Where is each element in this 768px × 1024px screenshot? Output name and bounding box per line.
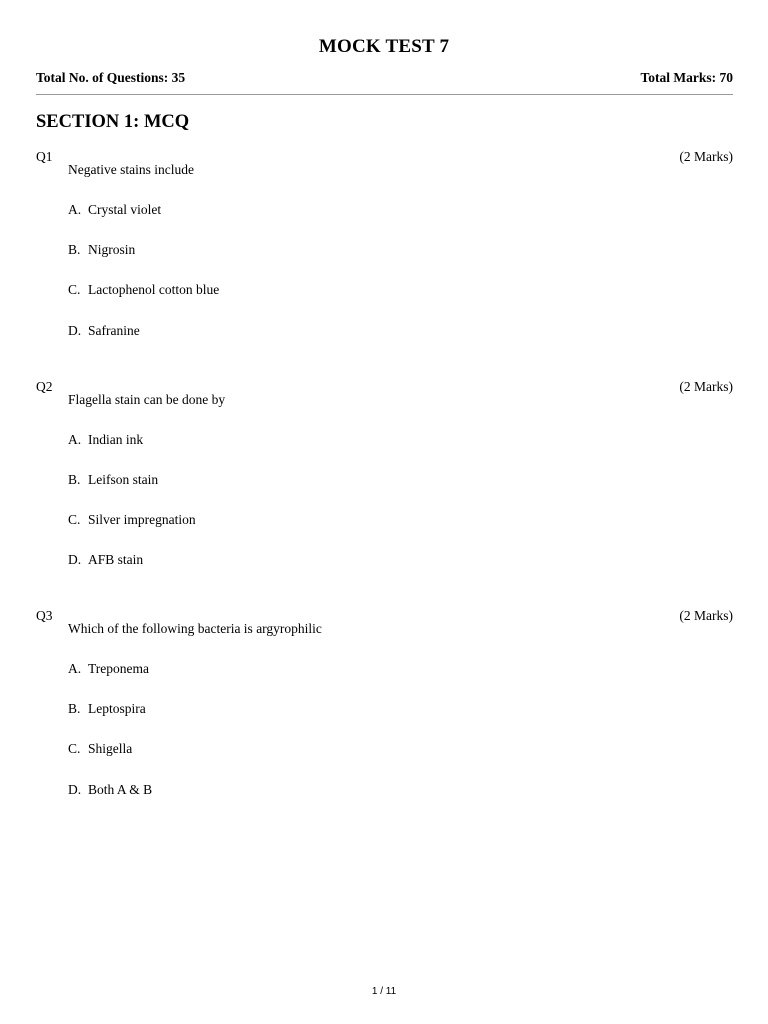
total-questions: Total No. of Questions: 35 [36, 70, 186, 85]
question-2 [36, 379, 733, 599]
question-number: Q2 [36, 379, 53, 394]
option-letter: D. [68, 323, 82, 338]
option-c [68, 282, 219, 298]
option-c [68, 741, 132, 757]
question-text: Flagella stain can be done by [68, 392, 226, 407]
option-text: Treponema [88, 661, 149, 676]
option-letter: B. [68, 242, 81, 257]
option-text: Crystal violet [88, 202, 162, 217]
option-b [68, 472, 158, 488]
option-text: Leifson stain [88, 472, 159, 487]
option-text: Safranine [88, 323, 140, 338]
option-text: Lactophenol cotton blue [88, 282, 220, 297]
option-letter: D. [68, 782, 82, 797]
total-marks: Total Marks: 70 [640, 70, 733, 85]
section-heading: SECTION 1: MCQ [36, 112, 190, 132]
question-marks: (2 Marks) [679, 379, 733, 394]
option-text: Nigrosin [88, 242, 136, 257]
option-text: Leptospira [88, 701, 146, 716]
option-c [68, 512, 196, 528]
option-letter: A. [68, 432, 82, 447]
option-a [68, 661, 149, 677]
option-letter: C. [68, 512, 81, 527]
page-title: MOCK TEST 7 [318, 36, 450, 57]
option-letter: A. [68, 202, 82, 217]
option-b [68, 242, 135, 258]
option-text: Both A & B [88, 782, 153, 797]
question-marks: (2 Marks) [679, 608, 733, 623]
question-1 [36, 149, 733, 369]
option-letter: B. [68, 701, 81, 716]
question-text: Which of the following bacteria is argyrophilic [68, 621, 322, 636]
option-letter: C. [68, 741, 81, 756]
option-d [68, 323, 140, 339]
option-b [68, 701, 146, 717]
option-d [68, 782, 152, 798]
option-d [68, 552, 143, 568]
option-letter: C. [68, 282, 81, 297]
question-number: Q3 [36, 608, 53, 623]
option-letter: A. [68, 661, 82, 676]
option-text: AFB stain [88, 552, 144, 567]
option-text: Indian ink [88, 432, 144, 447]
option-letter: B. [68, 472, 81, 487]
page-number: 1 / 11 [371, 986, 397, 997]
question-number: Q1 [36, 149, 53, 164]
question-3 [36, 608, 733, 828]
test-meta-row [36, 70, 733, 86]
header-divider [36, 94, 733, 95]
option-text: Silver impregnation [88, 512, 196, 527]
option-a [68, 432, 143, 448]
option-a [68, 202, 161, 218]
option-text: Shigella [88, 741, 133, 756]
option-letter: D. [68, 552, 82, 567]
question-marks: (2 Marks) [679, 149, 733, 164]
question-text: Negative stains include [68, 162, 194, 177]
